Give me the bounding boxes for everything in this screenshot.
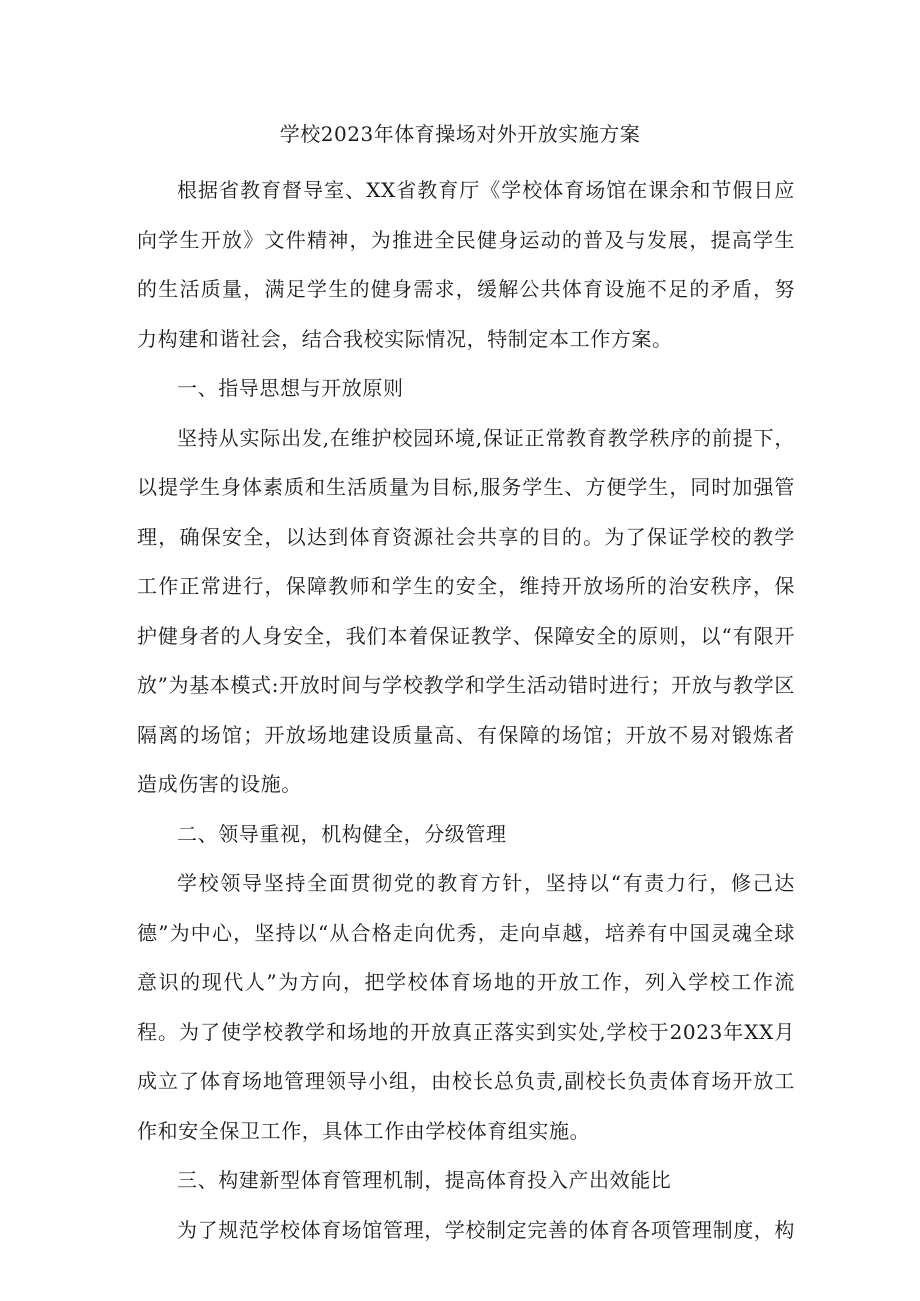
section-heading-1: 一、指导思想与开放原则 <box>177 376 404 400</box>
intro-paragraph: 根据省教育督导室、XX省教育厅《学校体育场馆在课余和节假日应向学生开放》文件精神，为推进全民健身运动的普及与发展，提高学生的生活质量，满足学生的健身需求，缓解公共体育设施不足的矛盾，努力构建和谐社会，结合我校实际情况，特制定本工作方案。 <box>137 178 795 351</box>
section-1-paragraph: 坚持从实际出发,在维护校园环境,保证正常教育教学秩序的前提下，以提学生身体素质和生活质量为目标,服务学生、方便学生，同时加强管理，确保安全，以达到体育资源社会共享的目的。为了保证学校的教学工作正常进行，保障教师和学生的安全，维持开放场所的治安秩序，保护健身者的人身安全，我们本着保证教学、保障安全的原则，以“有限开放”为基本模式:开放时间与学校教学和学生活动错时进行；开放与教学区隔离的场馆；开放场地建设质量高、有保障的场馆；开放不易对锻炼者造成伤害的设施。 <box>137 425 795 796</box>
section-2-paragraph: 学校领导坚持全面贯彻党的教育方针，坚持以“有责力行，修己达德”为中心，坚持以“从合格走向优秀，走向卓越，培养有中国灵魂全球意识的现代人”为方向，把学校体育场地的开放工作，列入学校工作流程。为了使学校教学和场地的开放真正落实到实处,学校于2023年XX月成立了体育场地管理领导小组，由校长总负责,副校长负责体育场开放工作和安全保卫工作，具体工作由学校体育组实施。 <box>137 871 795 1143</box>
section-3-paragraph: 为了规范学校体育场馆管理，学校制定完善的体育各项管理制度，构 <box>177 1217 795 1242</box>
section-heading-3: 三、构建新型体育管理机制，提高体育投入产出效能比 <box>177 1168 672 1192</box>
document-body <box>137 166 795 1255</box>
document-title: 学校2023年体育操场对外开放实施方案 <box>279 122 641 146</box>
section-heading-2: 二、领导重视，机构健全，分级管理 <box>177 821 507 846</box>
